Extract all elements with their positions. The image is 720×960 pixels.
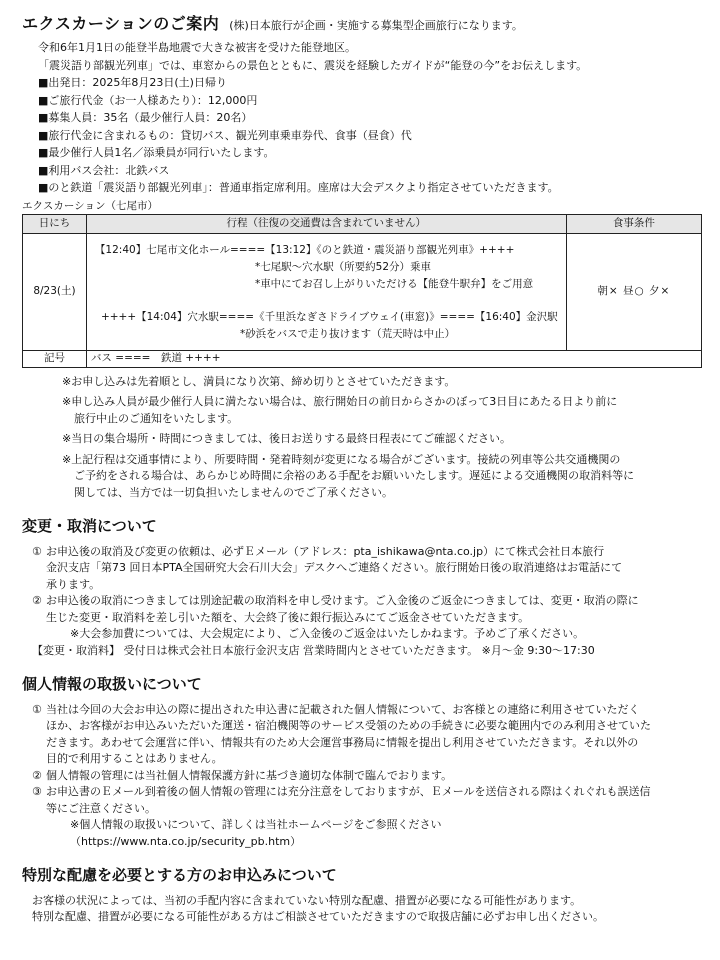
section-heading-privacy: 個人情報の取扱いについて xyxy=(22,675,202,693)
detail-item: ■募集人員：35名（最少催行人員：20名） xyxy=(38,111,253,124)
title-note: (株)日本旅行が企画・実施する募集型企画旅行になります。 xyxy=(229,19,523,32)
legend-row xyxy=(23,350,702,367)
line: 生じた変更・取消料を差し引いた額を、大会終了後に銀行振込みにてご返金させていただきます。 xyxy=(46,610,530,624)
table-row xyxy=(23,234,702,351)
note-item: ※お申し込みは先着順とし、満員になり次第、締め切りとさせていただきます。 xyxy=(62,374,456,388)
privacy-url[interactable]: （https://www.nta.co.jp/security_pb.htm） xyxy=(70,834,302,848)
line: お申込書のＥメール到着後の個人情報の管理には充分注意をしておりますが、Ｅメールを送信される際はくれぐれも誤送信 xyxy=(46,785,651,798)
row-date: 8/23(土) xyxy=(23,234,87,351)
intro-line-1: 令和6年1月1日の能登半島地震で大きな被害を受けた能登地区。 xyxy=(38,41,356,54)
section-heading-special: 特別な配慮を必要とする方のお申込みについて xyxy=(22,866,337,884)
intro-line-2: 「震災語り部観光列車」では、車窓からの景色とともに、震災を経験したガイドが“能登の今”をお伝えします。 xyxy=(38,58,588,72)
line: ※大会参加費については、大会規定により、ご入金後のご返金はいたしかねます。予めご了承ください。 xyxy=(70,627,585,640)
header-meals: 食事条件 xyxy=(566,215,701,234)
detail-item: ■のと鉄道「震災語り部観光列車」：普通車指定席利用。座席は大会デスクより指定させていただきます。 xyxy=(38,181,559,194)
line: 金沢支店「第73 回日本PTA全国研究大会石川大会」デスクへご連絡ください。旅行開始日後の取消連絡はお電話にて xyxy=(46,561,623,574)
intro-block xyxy=(22,40,702,74)
line: お申込後の取消及び変更の依頼は、必ずＥメール（アドレス：pta_ishikawa@nta.co.jp）にて株式会社日本旅行 xyxy=(46,544,605,558)
table-caption: エクスカーション（七尾市） xyxy=(22,199,158,212)
privacy-item-3 xyxy=(32,784,702,850)
note-item xyxy=(62,452,702,502)
row-schedule xyxy=(86,234,566,351)
line: だきます。あわせて会運営に伴い、情報共有のため大会運営事務局に情報を提出し利用させていただきます。それ以外の xyxy=(46,735,639,749)
note-text: ご予約をされる場合は、あらかじめ時間に余裕のある手配をお願いいたします。遅延による交通機関の取消料等に xyxy=(74,469,635,482)
header-date: 日にち xyxy=(23,215,87,234)
cancel-item-2 xyxy=(32,593,702,643)
line: ほか、お客様がお申込みいただいた運送・宿泊機関等のサービス受領のための手続きに必要な範囲内でのみ利用させていた xyxy=(46,719,651,732)
item-number: ① xyxy=(32,702,42,716)
schedule-line: *七尾駅〜穴水駅（所要約52分）乗車 xyxy=(254,260,432,273)
itinerary-table xyxy=(22,214,702,367)
detail-item: ■最少催行人員1名／添乗員が同行いたします。 xyxy=(38,146,275,159)
detail-item: ■旅行代金に含まれるもの：貸切バス、観光列車乗車券代、食事（昼食）代 xyxy=(38,128,412,142)
privacy-item-1 xyxy=(32,702,702,768)
legend-label: 記号 xyxy=(23,350,87,367)
note-text: ※申し込み人員が最少催行人員に満たない場合は、旅行開始日の前日からさかのぼって3日目にあたる日より前に xyxy=(62,395,618,408)
privacy-item-2 xyxy=(32,768,702,785)
cancel-fee-line: 【変更・取消料】 受付日は株式会社日本旅行金沢支店 営業時間内とさせていただきます。 ※月〜金 9:30〜17:30 xyxy=(32,643,595,657)
table-header-row xyxy=(23,215,702,234)
header-schedule: 行程（往復の交通費は含まれていません） xyxy=(86,215,566,234)
legend-text: バス ==== 鉄道 ++++ xyxy=(86,350,701,367)
schedule-line: *砂浜をバスで走り抜けます（荒天時は中止） xyxy=(239,328,456,340)
cancel-item-1 xyxy=(32,544,702,594)
line: 当社は今回の大会お申込の際に提出された申込書に記載された個人情報について、お客様との連絡に利用させていただく xyxy=(46,702,640,716)
privacy-section xyxy=(22,702,702,851)
line: 等にご注意ください。 xyxy=(46,801,156,815)
line: ※個人情報の取扱いについて、詳しくは当社ホームページをご参照ください xyxy=(70,818,442,831)
row-meals: 朝× 昼○ 夕× xyxy=(566,234,701,351)
schedule-line: ++++【14:04】穴水駅====《千里浜なぎさドライブウェイ(車窓)》====【16:40】金沢駅 xyxy=(100,311,558,324)
note-text: ※上記行程は交通事情により、所要時間・発着時刻が変更になる場合がございます。接続の列車等公共交通機関の xyxy=(62,452,621,466)
item-number: ② xyxy=(32,768,42,782)
detail-item: ■ご旅行代金（お一人様あたり）：12,000円 xyxy=(38,93,258,107)
item-number: ① xyxy=(32,544,42,558)
special-line: 特別な配慮、措置が必要になる可能性がある方はご相談させていただきますので取扱店舗に必ずお申し出ください。 xyxy=(32,910,604,923)
section-heading-cancel: 変更・取消について xyxy=(22,517,157,535)
item-text xyxy=(46,702,702,768)
special-section xyxy=(22,893,702,926)
line: お申込後の取消につきましては別途記載の取消料を申し受けます。ご入金後のご返金につきましては、変更・取消の際に xyxy=(46,594,639,607)
item-text xyxy=(46,544,702,594)
page-title: エクスカーションのご案内 xyxy=(22,14,220,33)
schedule-line: 【12:40】七尾市文化ホール====【13:12】《のと鉄道・震災語り部観光列車》++++ xyxy=(94,244,515,256)
notes-list xyxy=(22,374,702,502)
item-text xyxy=(46,784,702,850)
note-item: ※当日の集合場所・時間につきましては、後日お送りする最終日程表にてご確認ください。 xyxy=(62,432,511,445)
note-item xyxy=(62,394,702,427)
schedule-line: *車中にてお召し上がりいただける【能登牛駅弁】をご用意 xyxy=(254,277,534,290)
title-row xyxy=(22,12,702,36)
note-text: 関しては、当方では一切負担いたしませんのでご了承ください。 xyxy=(74,485,393,499)
tour-details-list xyxy=(22,75,702,197)
item-text xyxy=(46,593,702,643)
special-line: お客様の状況によっては、当初の手配内容に含まれていない特別な配慮、措置が必要になる可能性があります。 xyxy=(32,893,582,907)
line: 承ります。 xyxy=(46,577,101,591)
note-text: 旅行中止のご通知をいたします。 xyxy=(74,411,239,425)
line: 目的で利用することはありません。 xyxy=(46,752,223,765)
item-number: ② xyxy=(32,594,42,607)
item-text: 個人情報の管理には当社個人情報保護方針に基づき適切な体制で臨んでおります。 xyxy=(46,768,453,782)
item-number: ③ xyxy=(32,785,42,798)
detail-item: ■出発日：2025年8月23日(土)日帰り xyxy=(38,76,227,89)
detail-item: ■利用バス会社：北鉄バス xyxy=(38,163,170,177)
cancel-section xyxy=(22,544,702,660)
